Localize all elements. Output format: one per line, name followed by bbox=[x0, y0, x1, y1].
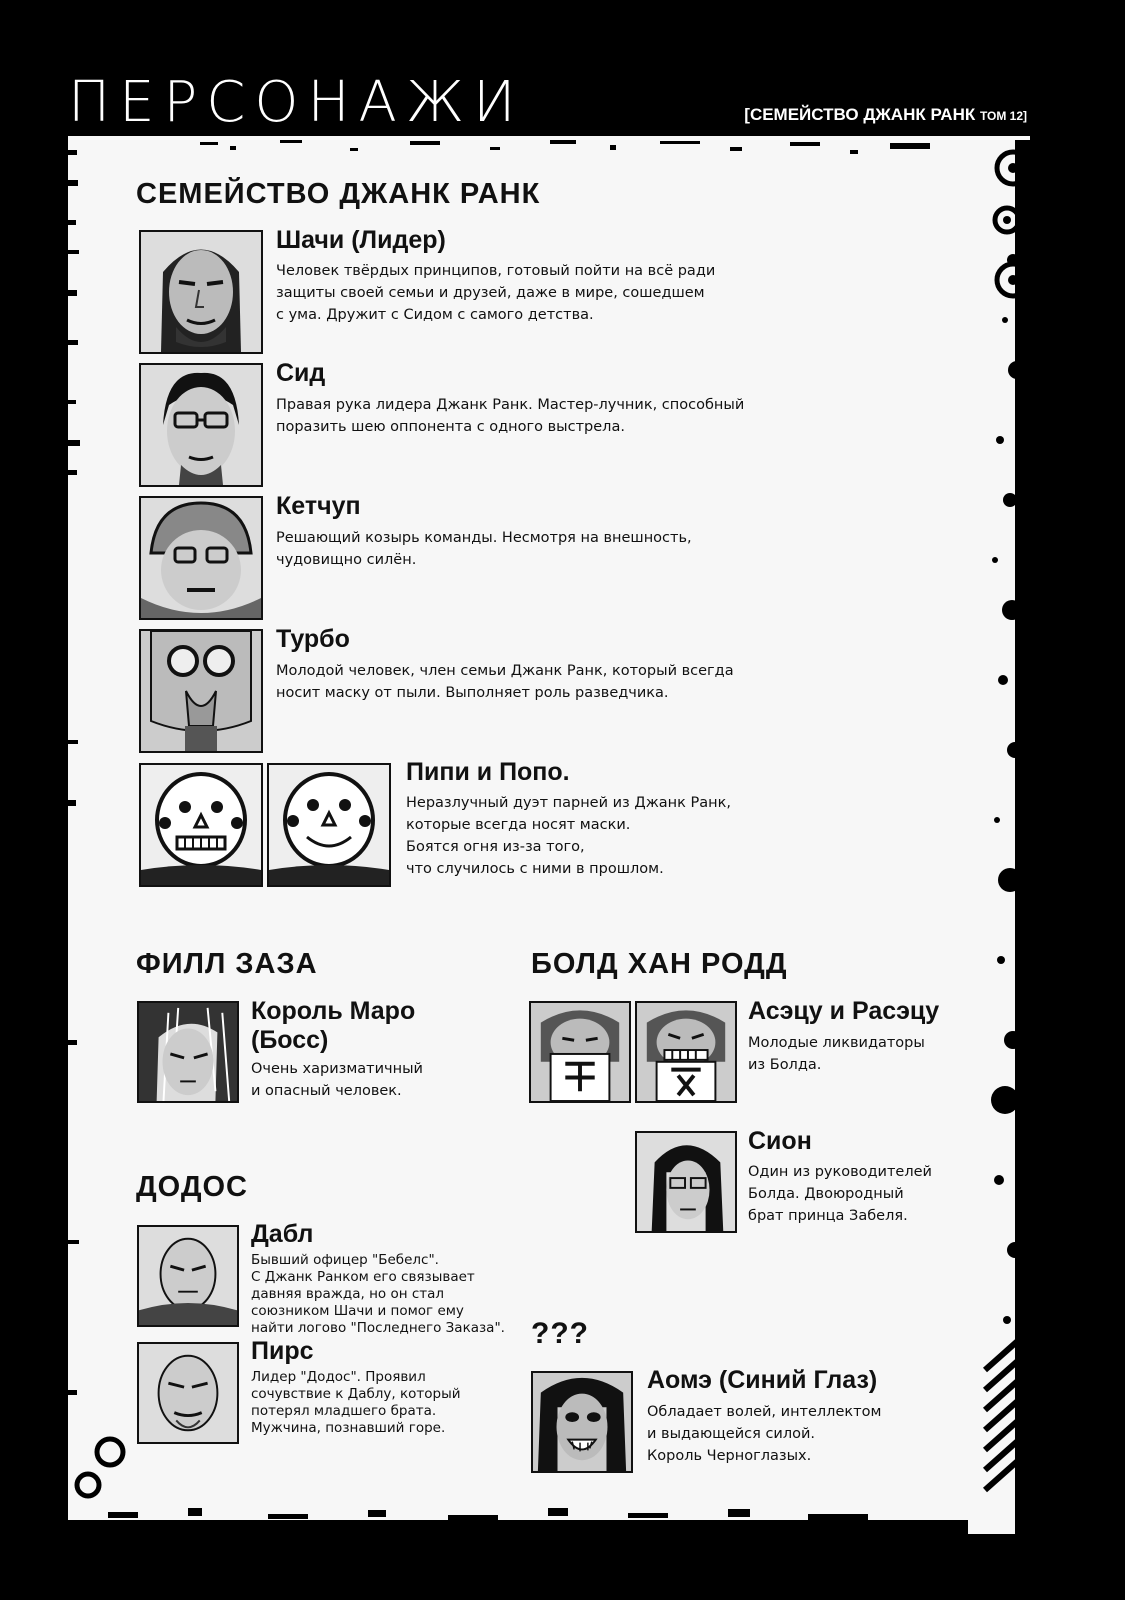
portrait-aome bbox=[531, 1371, 633, 1473]
face-portrait-icon bbox=[139, 1003, 237, 1101]
char-name-king-maro bbox=[251, 997, 415, 1055]
char-name-pirs: Пирс bbox=[251, 1337, 314, 1365]
desc-line: и выдающейся силой. bbox=[647, 1426, 816, 1442]
char-name-dabl: Дабл bbox=[251, 1220, 314, 1248]
volume-label bbox=[744, 105, 1027, 125]
desc-line: Неразлучный дуэт парней из Джанк Ранк, bbox=[406, 795, 731, 811]
portrait-asetsu bbox=[529, 1001, 631, 1103]
bottom-speckle-decoration bbox=[68, 1490, 968, 1535]
name-line: (Босс) bbox=[251, 1026, 329, 1054]
section-title-phil-zaza: ФИЛЛ ЗАЗА bbox=[136, 948, 318, 980]
char-desc-ketchup bbox=[276, 527, 692, 571]
volume-number: ТОМ 12] bbox=[979, 109, 1027, 123]
desc-line: чудовищно силён. bbox=[276, 552, 417, 568]
desc-line: защиты своей семьи и друзей, даже в мире, сошедшем bbox=[276, 285, 705, 301]
desc-line: Бывший офицер "Бебелс". bbox=[251, 1252, 439, 1268]
portrait-rasetsu bbox=[635, 1001, 737, 1103]
portrait-king-maro bbox=[137, 1001, 239, 1103]
name-line: Король Маро bbox=[251, 997, 416, 1025]
portrait-sion bbox=[635, 1131, 737, 1233]
desc-line: С Джанк Ранком его связывает bbox=[251, 1269, 475, 1285]
desc-line: Молодой человек, член семьи Джанк Ранк, который всегда bbox=[276, 663, 734, 679]
face-portrait-icon bbox=[139, 1344, 237, 1442]
desc-line: Правая рука лидера Джанк Ранк. Мастер-лучник, способный bbox=[276, 397, 745, 413]
char-name-turbo: Турбо bbox=[276, 625, 350, 653]
gas-mask-portrait-icon bbox=[141, 631, 261, 751]
face-portrait-icon bbox=[141, 232, 261, 352]
char-desc-turbo bbox=[276, 660, 734, 704]
char-desc-king-maro bbox=[251, 1058, 423, 1102]
face-portrait-icon bbox=[533, 1373, 631, 1471]
char-desc-shachi bbox=[276, 260, 715, 326]
desc-line: носит маску от пыли. Выполняет роль разведчика. bbox=[276, 685, 669, 701]
desc-line: Обладает волей, интеллектом bbox=[647, 1404, 882, 1420]
desc-line: что случилось с ними в прошлом. bbox=[406, 861, 664, 877]
face-portrait-icon bbox=[141, 365, 261, 485]
desc-line: брат принца Забеля. bbox=[748, 1208, 908, 1224]
section-title-dodos: ДОДОС bbox=[136, 1171, 248, 1203]
portrait-pirs bbox=[137, 1342, 239, 1444]
desc-line: найти логово "Последнего Заказа". bbox=[251, 1320, 505, 1336]
left-hatch-decoration bbox=[68, 140, 82, 1520]
char-name-sion: Сион bbox=[748, 1127, 812, 1155]
mask-portrait-icon bbox=[141, 765, 261, 885]
portrait-turbo bbox=[139, 629, 263, 753]
masked-face-portrait-icon bbox=[637, 1003, 735, 1101]
desc-line: Решающий козырь команды. Несмотря на внешность, bbox=[276, 530, 692, 546]
desc-line: союзником Шачи и помог ему bbox=[251, 1303, 464, 1319]
right-ink-splatter-decoration bbox=[955, 140, 1030, 1535]
desc-line: и опасный человек. bbox=[251, 1083, 402, 1099]
char-desc-sion bbox=[748, 1161, 932, 1227]
desc-line: Молодые ликвидаторы bbox=[748, 1035, 925, 1051]
desc-line: Король Черноглазых. bbox=[647, 1448, 812, 1464]
char-name-pipi-popo: Пипи и Попо. bbox=[406, 758, 570, 786]
desc-line: давняя вражда, но он стал bbox=[251, 1286, 445, 1302]
char-desc-aome bbox=[647, 1401, 881, 1467]
desc-line: Мужчина, познавший горе. bbox=[251, 1420, 446, 1436]
face-portrait-icon bbox=[141, 498, 261, 618]
gear-icon bbox=[70, 1430, 130, 1510]
desc-line: Болда. Двоюродный bbox=[748, 1186, 904, 1202]
desc-line: сочувствие к Даблу, который bbox=[251, 1386, 461, 1402]
desc-line: с ума. Дружит с Сидом с самого детства. bbox=[276, 307, 594, 323]
portrait-sid bbox=[139, 363, 263, 487]
desc-line: поразить шею оппонента с одного выстрела. bbox=[276, 419, 625, 435]
gear-icon bbox=[985, 140, 1030, 320]
section-title-unknown: ??? bbox=[531, 1317, 589, 1350]
char-name-aome: Аомэ (Синий Глаз) bbox=[647, 1366, 878, 1394]
char-desc-dabl bbox=[251, 1252, 505, 1337]
char-name-asetsu-rasetsu: Асэцу и Расэцу bbox=[748, 997, 940, 1025]
face-portrait-icon bbox=[637, 1133, 735, 1231]
desc-line: которые всегда носят маски. bbox=[406, 817, 631, 833]
char-desc-sid bbox=[276, 394, 744, 438]
section-title-junk-rank: СЕМЕЙСТВО ДЖАНК РАНК bbox=[136, 178, 541, 210]
char-desc-pipi-popo bbox=[406, 792, 731, 880]
top-speckle-decoration bbox=[190, 138, 950, 168]
char-desc-pirs bbox=[251, 1369, 461, 1437]
volume-series: [СЕМЕЙСТВО ДЖАНК РАНК bbox=[744, 105, 976, 124]
desc-line: Боятся огня из-за того, bbox=[406, 839, 585, 855]
section-title-bold-khan-rodd: БОЛД ХАН РОДД bbox=[531, 948, 788, 980]
portrait-dabl bbox=[137, 1225, 239, 1327]
char-name-shachi: Шачи (Лидер) bbox=[276, 226, 446, 254]
page-title: ПЕРСОНАЖИ bbox=[68, 70, 525, 135]
char-name-ketchup: Кетчуп bbox=[276, 492, 361, 520]
portrait-popo bbox=[267, 763, 391, 887]
desc-line: потерял младшего брата. bbox=[251, 1403, 437, 1419]
portrait-ketchup bbox=[139, 496, 263, 620]
mask-portrait-icon bbox=[269, 765, 389, 885]
desc-line: Один из руководителей bbox=[748, 1164, 932, 1180]
face-portrait-icon bbox=[139, 1227, 237, 1325]
desc-line: Очень харизматичный bbox=[251, 1061, 423, 1077]
masked-face-portrait-icon bbox=[531, 1003, 629, 1101]
char-name-sid: Сид bbox=[276, 359, 326, 387]
desc-line: из Болда. bbox=[748, 1057, 822, 1073]
desc-line: Человек твёрдых принципов, готовый пойти на всё ради bbox=[276, 263, 716, 279]
char-desc-asetsu-rasetsu bbox=[748, 1032, 925, 1076]
portrait-shachi bbox=[139, 230, 263, 354]
portrait-pipi bbox=[139, 763, 263, 887]
desc-line: Лидер "Додос". Проявил bbox=[251, 1369, 426, 1385]
